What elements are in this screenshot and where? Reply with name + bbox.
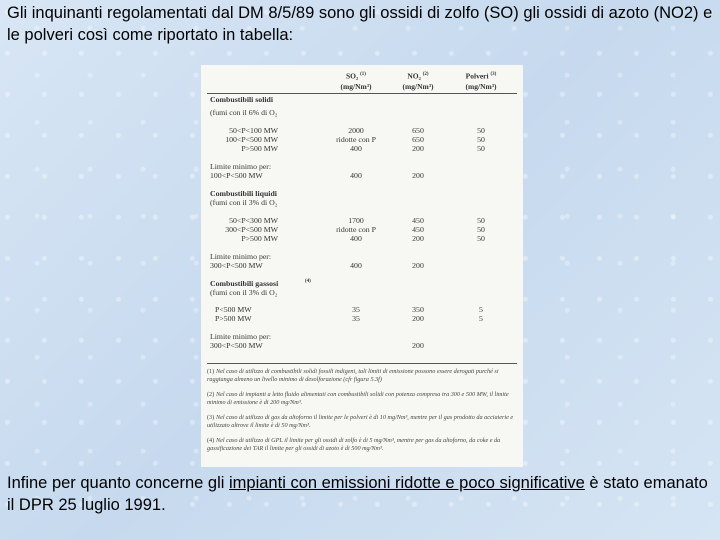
footnote-mark: (4) (207, 437, 215, 444)
row-label: P>500 MW (241, 234, 278, 243)
table-cell: 400 (350, 144, 362, 153)
header-polveri: Polveri $^{(3)}$ (mg/Nm³) (465, 71, 497, 91)
table-cell: 200 (412, 261, 424, 270)
table-cell: 650 (412, 135, 424, 144)
footnote (207, 391, 519, 406)
footnote (207, 414, 519, 429)
table-cell: 35 (352, 305, 360, 314)
table-row (201, 95, 523, 105)
footnote (207, 368, 519, 383)
row-label: 300<P<500 MW (210, 341, 263, 350)
table-cell: 200 (412, 144, 424, 153)
table-row (201, 234, 523, 244)
table-cell: 200 (412, 341, 424, 350)
table-cell: 35 (352, 314, 360, 323)
table-cell: 450 (412, 225, 424, 234)
table-cell: 2000 (348, 126, 364, 135)
table-cell: 50 (477, 144, 485, 153)
table-cell: 400 (350, 171, 362, 180)
table-cell: 400 (350, 261, 362, 270)
table-cell: 200 (412, 234, 424, 243)
row-label: P<500 MW (215, 305, 252, 314)
intro-paragraph: Gli inquinanti regolamentati dal DM 8/5/89 sono gli ossidi di zolfo (SO) gli ossidi di azoto (NO2) e le polveri così come riportato in tabella: (7, 4, 713, 44)
table-cell: 200 (412, 171, 424, 180)
row-label: 50<P<100 MW (229, 126, 278, 135)
footnote-mark: (3) (207, 414, 215, 421)
row-label: Limite minimo per: (210, 332, 272, 341)
row-label: P>500 MW (215, 314, 252, 323)
table-cell: ridotte con P (336, 135, 376, 144)
table-cell: 350 (412, 305, 424, 314)
table-cell: 450 (412, 216, 424, 225)
notes-rule (207, 363, 517, 364)
table-row (201, 314, 523, 324)
footnote (207, 437, 519, 452)
row-label: P>500 MW (241, 144, 278, 153)
row-label: Combustibili liquidi (210, 189, 277, 198)
row-label: (fumi con il 3% di O₂ (210, 288, 278, 297)
emission-limits-table-image (201, 65, 523, 467)
row-label: Limite minimo per: (210, 252, 272, 261)
row-label: (fumi con il 3% di O₂ (210, 198, 278, 207)
row-label: Combustibili gassosi (210, 279, 279, 288)
outro-paragraph: Infine per quanto concerne gli impianti con emissioni ridotte e poco significative è stato emanato il DPR 25 luglio 1991. (7, 474, 708, 514)
table-cell: 50 (477, 234, 485, 243)
table-row (201, 341, 523, 351)
table-cell: 200 (412, 314, 424, 323)
table-cell: 50 (477, 126, 485, 135)
table-row (201, 288, 523, 298)
table-cell: ridotte con P (336, 225, 376, 234)
row-label: (fumi con il 6% di O₂ (210, 108, 278, 117)
table-cell: 50 (477, 225, 485, 234)
table-cell: 650 (412, 126, 424, 135)
footnote-text: Nel caso di impianti a letto fluido alimentati con combustibili solidi con potenza compresa tra 300 e 500 MW, il limite minimo di emissione è di 200 mg/Nm³. (207, 391, 509, 406)
row-label: 300<P<500 MW (210, 261, 263, 270)
table-row (201, 198, 523, 208)
row-footnote-mark: (4) (305, 279, 311, 284)
header-rule (207, 93, 517, 94)
footnote-mark: (2) (207, 391, 215, 398)
table-cell: 50 (477, 135, 485, 144)
table-row (201, 108, 523, 118)
footnote-text: Nel caso di utilizzo di combustibili solidi fossili indigeni, tali limiti di emissione possono essere derogati purché si raggiunga almeno un livello minimo di desolforazione (cfr figura 5.3f) (207, 368, 499, 383)
table-row (201, 171, 523, 181)
header-so2: SO₂ $^{(1)}$ (mg/Nm³) (340, 71, 372, 91)
footnote-text: Nel caso di utilizzo di GPL il limite per gli ossidi di zolfo è di 5 mg/Nm³, mentre per gas da altoforno, da coke e da gassificazione dei TAR il limite per gli ossidi di azoto è di 500 mg/Nm³. (207, 437, 501, 452)
table-row (201, 144, 523, 154)
table-cell: 5 (479, 305, 483, 314)
underlined-phrase: impianti con emissioni ridotte e poco significative (229, 474, 585, 492)
table-cell: 400 (350, 234, 362, 243)
row-label: 300<P<500 MW (225, 225, 278, 234)
table-cell: 1700 (348, 216, 364, 225)
table-cell: 50 (477, 216, 485, 225)
header-no2: NO₂ $^{(2)}$ (mg/Nm³) (402, 71, 434, 91)
footnote-mark: (1) (207, 368, 215, 375)
row-label: Combustibili solidi (210, 95, 274, 104)
row-label: 50<P<300 MW (229, 216, 278, 225)
row-label: Limite minimo per: (210, 162, 272, 171)
row-label: 100<P<500 MW (225, 135, 278, 144)
table-row (201, 261, 523, 271)
table-cell: 5 (479, 314, 483, 323)
footnote-text: Nel caso di utilizzo di gas da altoforno il limite per le polveri è di 10 mg/Nm³, mentre per il gas prodotto da acciaierie e utilizzato altrove il limite è di 50 mg/Nm³. (207, 414, 514, 429)
row-label: 100<P<500 MW (210, 171, 263, 180)
